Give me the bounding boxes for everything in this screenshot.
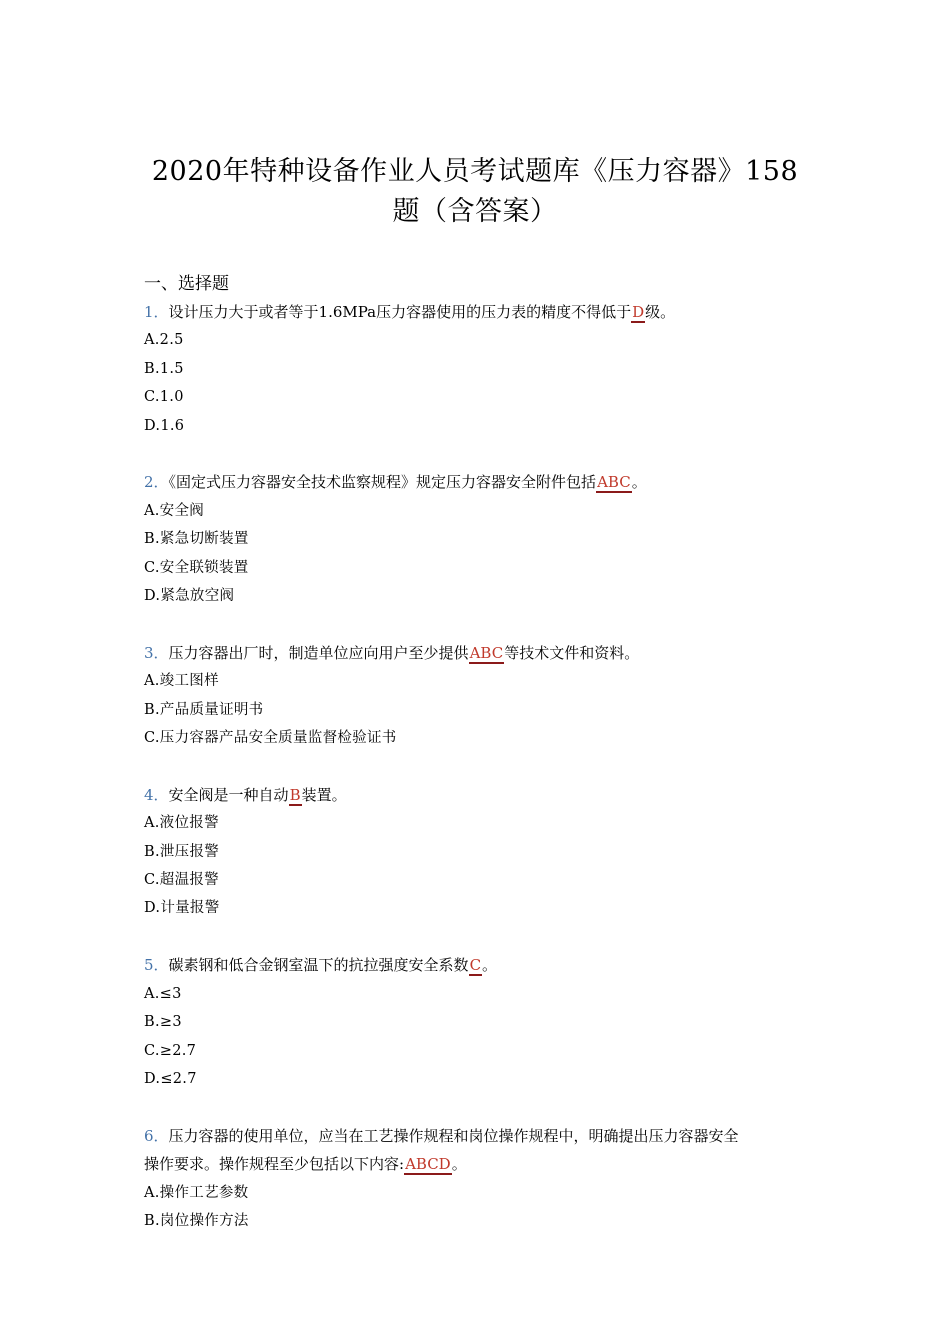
question-number: 4． (144, 785, 169, 804)
option: B.紧急切断装置 (144, 531, 249, 548)
question-stem: 压力容器的使用单位，应当在工艺操作规程和岗位操作规程中，明确提出压力容器安全 (168, 1126, 739, 1145)
option: B.泄压报警 (144, 843, 220, 860)
spacer (144, 752, 814, 780)
question-5 (144, 951, 814, 1093)
question-stem: 操作要求。操作规程至少包括以下内容: (144, 1155, 405, 1174)
question-stem-end: 级。 (645, 303, 676, 321)
answer-mark: B (289, 785, 301, 804)
question-number: 3． (144, 643, 169, 662)
option: C.压力容器产品安全质量监督检验证书 (144, 730, 397, 747)
option: D.≤2.7 (144, 1070, 197, 1087)
answer-mark: ABC (597, 473, 631, 492)
option: A.液位报警 (144, 815, 219, 832)
question-stem: 压力容器出厂时，制造单位应向用户至少提供 (168, 643, 469, 662)
question-number: 2． (144, 473, 169, 492)
option: A.≤3 (144, 985, 182, 1002)
question-stem: 碳素钢和低合金钢室温下的抗拉强度安全系数 (168, 956, 469, 975)
option: B.产品质量证明书 (144, 701, 264, 718)
option: A.操作工艺参数 (144, 1184, 249, 1201)
option: A.竣工图样 (144, 673, 219, 690)
option: C.超温报警 (144, 872, 219, 889)
question-4 (144, 781, 814, 923)
question-number: 1． (144, 303, 169, 321)
option: D.1.6 (144, 417, 185, 434)
answer-mark: D (632, 303, 645, 321)
question-stem-end: 。 (451, 1155, 467, 1174)
answer-mark: ABCD (405, 1155, 451, 1174)
spacer (144, 440, 814, 468)
question-stem: 安全阀是一种自动 (168, 785, 289, 804)
question-stem: 《固定式压力容器安全技术监察规程》规定压力容器安全附件包括 (168, 473, 597, 492)
answer-mark: C (469, 956, 482, 975)
question-text (144, 1122, 814, 1150)
question-text (144, 781, 814, 809)
question-stem-end: 。 (482, 956, 498, 975)
question-stem-end: 。 (631, 473, 647, 492)
question-6 (144, 1122, 814, 1236)
spacer (144, 923, 814, 951)
question-list (144, 270, 814, 1235)
option: B.岗位操作方法 (144, 1212, 249, 1229)
question-stem-end: 装置。 (301, 785, 347, 804)
question-2 (144, 468, 814, 610)
question-number: 5． (144, 956, 169, 975)
spacer (144, 610, 814, 638)
section-heading: 一、选择题 (144, 274, 229, 294)
option: D.计量报警 (144, 900, 220, 917)
option: C.1.0 (144, 389, 184, 406)
question-number: 6． (144, 1126, 169, 1145)
spacer (144, 1093, 814, 1121)
question-text-continued (144, 1150, 814, 1178)
document-title (130, 152, 820, 232)
question-text (144, 951, 814, 979)
title-line-2: 题（含答案） (392, 196, 558, 227)
answer-mark: ABC (469, 643, 504, 662)
title-line-1: 2020年特种设备作业人员考试题库《压力容器》158 (151, 156, 799, 187)
option: D.紧急放空阀 (144, 588, 235, 605)
question-text (144, 468, 814, 496)
question-stem: 设计压力大于或者等于1.6MPa压力容器使用的压力表的精度不得低于 (168, 303, 632, 321)
option: A.2.5 (144, 332, 184, 349)
question-stem-end: 等技术文件和资料。 (504, 643, 640, 662)
option: C.安全联锁装置 (144, 559, 249, 576)
option: A.安全阀 (144, 502, 205, 519)
option: C.≥2.7 (144, 1042, 197, 1059)
question-1 (144, 298, 814, 440)
question-3 (144, 639, 814, 753)
option: B.1.5 (144, 360, 184, 377)
question-text (144, 639, 814, 667)
question-text (144, 298, 814, 326)
option: B.≥3 (144, 1014, 182, 1031)
